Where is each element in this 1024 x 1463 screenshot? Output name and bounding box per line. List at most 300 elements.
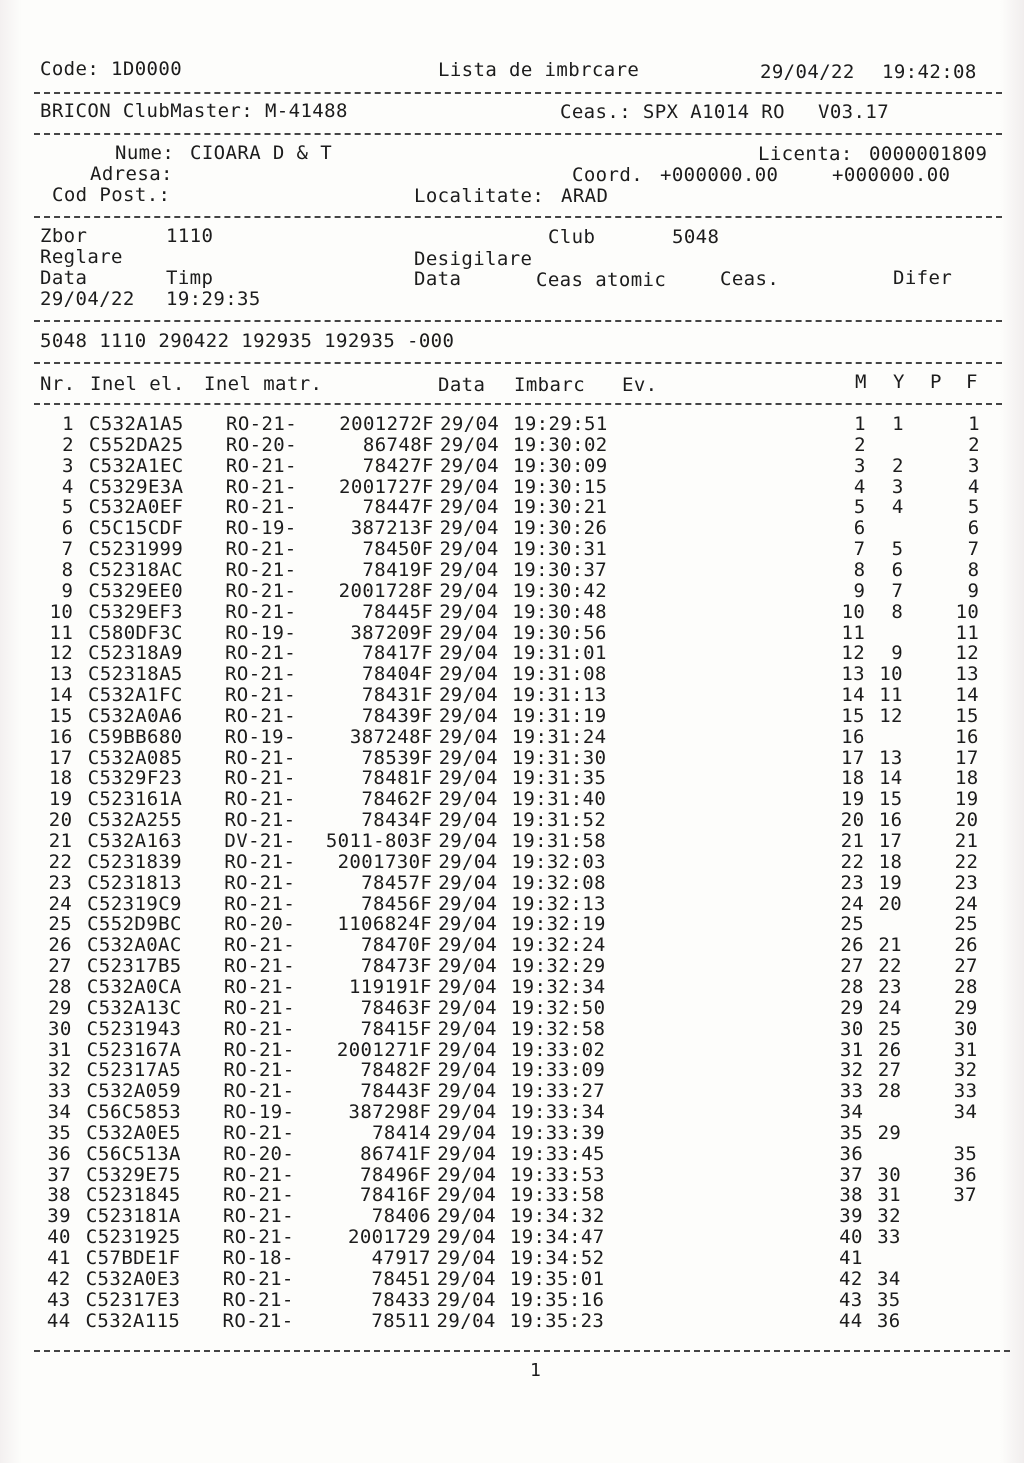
- cell-inel-el: C532A0E3: [85, 1267, 181, 1290]
- cell-inel-el: C52318A5: [88, 663, 183, 686]
- cell-y: 2: [891, 454, 904, 477]
- cell-inel-el: C532A0A6: [87, 704, 183, 727]
- cell-inel-el: C5231999: [88, 538, 184, 561]
- cell-date: 29/04: [439, 579, 499, 602]
- cell-inel-matr: 86741F: [360, 1142, 432, 1165]
- cell-date: 29/04: [438, 704, 499, 727]
- cell-ring-prefix: RO-21-: [222, 1309, 294, 1332]
- table-row: [0, 664, 1024, 685]
- cell-ring-prefix: RO-19-: [225, 621, 297, 644]
- cell-f: 8: [967, 558, 980, 581]
- col-header-imbarc: Imbarc: [514, 374, 586, 396]
- cell-nr: 24: [48, 892, 73, 915]
- cell-time: 19:30:37: [512, 558, 608, 581]
- cell-time: 19:31:01: [512, 642, 607, 665]
- cell-nr: 39: [47, 1205, 71, 1228]
- cell-date: 29/04: [438, 830, 498, 852]
- cell-nr: 41: [47, 1247, 71, 1269]
- cell-f: 7: [967, 538, 980, 561]
- table-row: [0, 935, 1024, 956]
- cell-ring-prefix: RO-21-: [223, 996, 295, 1019]
- cell-y: 29: [877, 1121, 902, 1144]
- cell-m: 22: [840, 850, 865, 873]
- cell-m: 34: [839, 1101, 864, 1124]
- cell-time: 19:34:32: [509, 1205, 605, 1228]
- cell-inel-matr: 78414: [372, 1121, 432, 1144]
- cell-ring-prefix: RO-20-: [223, 1142, 295, 1165]
- cell-time: 19:35:01: [509, 1267, 605, 1290]
- cell-y: 18: [878, 850, 903, 873]
- table-row: [0, 1102, 1024, 1123]
- cell-time: 19:33:58: [510, 1184, 605, 1207]
- cell-date: 29/04: [438, 746, 498, 769]
- cell-f: 30: [953, 1017, 978, 1040]
- cell-f: 24: [954, 892, 979, 915]
- cell-time: 19:30:48: [512, 600, 607, 623]
- cell-inel-matr: 78451: [371, 1267, 431, 1290]
- cell-inel-el: C5C15CDF: [88, 517, 184, 540]
- cell-date: 29/04: [439, 621, 499, 644]
- table-row: [0, 581, 1024, 602]
- col-header-ev: Ev.: [622, 374, 658, 396]
- cell-time: 19:32:03: [511, 850, 607, 873]
- cell-m: 28: [840, 975, 864, 998]
- table-row: [0, 1185, 1024, 1206]
- cell-inel-matr: 78419F: [362, 558, 434, 581]
- cell-nr: 17: [49, 746, 73, 769]
- cell-m: 2: [854, 433, 866, 456]
- cell-ring-prefix: RO-21-: [222, 1288, 294, 1311]
- cell-ring-prefix: RO-19-: [224, 725, 296, 748]
- cell-y: 26: [877, 1038, 902, 1061]
- table-row: [0, 1081, 1024, 1102]
- cell-y: 14: [878, 767, 903, 790]
- cell-f: 16: [955, 725, 979, 748]
- cell-f: 20: [954, 809, 979, 832]
- cell-f: 29: [954, 996, 978, 1019]
- cell-inel-el: C59BB680: [87, 725, 183, 748]
- cell-m: 3: [853, 454, 866, 477]
- cell-inel-el: C552D9BC: [87, 913, 182, 936]
- cell-inel-matr: 78417F: [362, 642, 434, 665]
- cell-time: 19:33:39: [510, 1121, 605, 1144]
- cell-inel-matr: 78406: [371, 1205, 431, 1228]
- cell-inel-el: C532A13C: [86, 996, 182, 1019]
- data-label: Data: [40, 267, 88, 289]
- club-master-id: BRICON ClubMaster: M-41488: [40, 100, 348, 122]
- cell-m: 14: [841, 684, 865, 707]
- cell-y: 30: [877, 1163, 902, 1186]
- cell-f: 37: [953, 1184, 978, 1207]
- cell-inel-matr: 78439F: [361, 704, 433, 727]
- col-header-y: Y: [893, 371, 905, 393]
- cell-date: 29/04: [437, 1101, 497, 1124]
- cell-y: 22: [878, 955, 902, 978]
- cell-m: 24: [840, 892, 865, 915]
- cell-inel-el: C532A163: [87, 830, 183, 852]
- cell-inel-matr: 2001728F: [338, 579, 434, 602]
- cell-ring-prefix: RO-21-: [223, 1184, 295, 1207]
- cell-time: 19:31:24: [511, 725, 607, 748]
- cell-time: 19:32:08: [511, 871, 606, 894]
- cell-date: 29/04: [438, 892, 498, 915]
- cell-f: 36: [953, 1163, 978, 1186]
- cell-inel-matr: 119191F: [348, 975, 432, 998]
- cell-date: 29/04: [437, 1059, 497, 1082]
- cell-y: 25: [877, 1017, 902, 1040]
- cell-f: 27: [954, 955, 978, 978]
- cell-nr: 18: [48, 767, 73, 790]
- cell-y: 31: [877, 1184, 902, 1207]
- code-line: 5048 1110 290422 192935 192935 -000: [40, 330, 455, 352]
- cell-y: 13: [879, 746, 903, 769]
- cell-inel-matr: 78481F: [361, 767, 433, 790]
- cell-m: 10: [841, 600, 866, 623]
- cell-inel-matr: 78450F: [362, 538, 434, 561]
- separator-line: [34, 133, 1002, 135]
- cell-inel-matr: 78511: [371, 1309, 431, 1332]
- cell-date: 29/04: [439, 475, 499, 498]
- cell-f: 35: [953, 1142, 978, 1165]
- cell-inel-matr: 78456F: [361, 892, 433, 915]
- version: V03.17: [818, 101, 890, 123]
- cell-inel-el: C52317E3: [85, 1288, 181, 1311]
- cell-time: 19:33:45: [510, 1142, 605, 1165]
- table-row: [0, 1290, 1024, 1311]
- cell-f: 23: [954, 871, 979, 894]
- cell-time: 19:31:35: [511, 767, 607, 790]
- cell-inel-matr: 387209F: [350, 621, 434, 644]
- table-row: [0, 560, 1024, 581]
- cell-date: 29/04: [439, 538, 499, 561]
- cell-time: 19:33:09: [510, 1059, 606, 1082]
- cell-ring-prefix: RO-21-: [223, 955, 295, 978]
- cell-ring-prefix: RO-21-: [223, 1038, 295, 1061]
- table-row: [0, 539, 1024, 560]
- cell-y: 1: [892, 413, 904, 435]
- cell-inel-el: C57BDE1F: [85, 1247, 181, 1269]
- cell-m: 41: [839, 1247, 863, 1269]
- cell-date: 29/04: [436, 1288, 496, 1311]
- cell-ring-prefix: RO-19-: [225, 517, 297, 540]
- cell-y: 11: [879, 684, 903, 707]
- cell-inel-el: C532A1EC: [88, 454, 184, 477]
- cell-inel-el: C5329EF3: [88, 600, 183, 623]
- cell-date: 29/04: [437, 1017, 497, 1040]
- clock-id: Ceas.: SPX A1014 RO: [560, 101, 785, 123]
- cell-inel-matr: 78447F: [362, 496, 434, 519]
- cell-y: 4: [891, 496, 904, 519]
- table-row: [0, 1311, 1024, 1332]
- cell-m: 23: [840, 871, 865, 894]
- cell-f: 3: [967, 454, 980, 477]
- cell-inel-matr: 78462F: [361, 788, 433, 811]
- cell-m: 43: [838, 1288, 863, 1311]
- cell-inel-matr: 78433: [371, 1288, 431, 1311]
- cell-m: 5: [853, 496, 866, 519]
- cell-inel-el: C5231845: [86, 1184, 181, 1207]
- cell-f: 18: [954, 767, 979, 790]
- cell-ring-prefix: RO-21-: [225, 454, 297, 477]
- cell-m: 1: [854, 413, 866, 435]
- cell-nr: 5: [61, 496, 74, 519]
- table-row: [0, 414, 1024, 435]
- table-row: [0, 914, 1024, 935]
- cell-nr: 2: [62, 433, 74, 456]
- cell-inel-matr: 78463F: [360, 996, 432, 1019]
- cell-inel-matr: 5011-803F: [325, 830, 433, 852]
- cell-ring-prefix: RO-21-: [224, 767, 296, 790]
- cell-y: 6: [891, 558, 904, 581]
- cell-inel-el: C5231839: [87, 850, 183, 873]
- cell-y: 3: [891, 475, 904, 498]
- cell-nr: 4: [61, 475, 74, 498]
- separator-line: [34, 320, 1002, 322]
- cell-y: 19: [878, 871, 903, 894]
- cell-date: 29/04: [437, 1184, 497, 1207]
- license-number: 0000001809: [869, 143, 988, 165]
- club-label: Club: [548, 226, 596, 248]
- cell-time: 19:31:13: [511, 684, 607, 707]
- cell-ring-prefix: RO-21-: [223, 1080, 295, 1103]
- cell-nr: 26: [48, 934, 72, 957]
- cell-nr: 9: [61, 579, 74, 602]
- cell-date: 29/04: [436, 1226, 497, 1249]
- cell-inel-el: C532A085: [87, 746, 183, 769]
- reglare-label: Reglare: [40, 246, 123, 268]
- difference-label: Difer: [893, 267, 953, 289]
- cell-nr: 30: [47, 1017, 72, 1040]
- cell-time: 19:33:27: [510, 1080, 606, 1103]
- name-label: Nume:: [115, 142, 175, 164]
- cell-m: 8: [853, 558, 866, 581]
- cell-inel-el: C52317B5: [86, 955, 182, 978]
- cell-nr: 36: [47, 1142, 72, 1165]
- cell-nr: 25: [48, 913, 73, 936]
- cell-y: 9: [891, 642, 904, 665]
- flight-number: 1110: [166, 225, 214, 247]
- cell-nr: 32: [47, 1059, 72, 1082]
- locality: ARAD: [561, 185, 609, 207]
- cell-f: 25: [954, 913, 979, 936]
- col-header-m: M: [855, 371, 867, 393]
- table-row: [0, 477, 1024, 498]
- cell-date: 29/04: [439, 496, 499, 519]
- cell-m: 11: [841, 621, 866, 644]
- cell-f: 15: [955, 704, 979, 727]
- cell-date: 29/04: [439, 433, 500, 456]
- table-row: [0, 956, 1024, 977]
- cell-f: 9: [967, 579, 980, 602]
- cell-inel-el: C580DF3C: [88, 621, 183, 644]
- cell-ring-prefix: RO-21-: [225, 600, 297, 623]
- cell-inel-el: C52318AC: [88, 558, 184, 581]
- cell-time: 19:34:47: [509, 1226, 605, 1249]
- cell-nr: 44: [46, 1309, 71, 1332]
- cell-nr: 8: [61, 558, 74, 581]
- cell-m: 19: [840, 788, 865, 811]
- col-header-inel-matr: Inel matr.: [204, 373, 323, 395]
- coord-latitude: +000000.00: [660, 164, 779, 186]
- cell-time: 19:30:02: [512, 433, 608, 456]
- cell-time: 19:32:13: [511, 892, 606, 915]
- cell-m: 33: [839, 1080, 864, 1103]
- cell-inel-el: C532A0AC: [87, 934, 182, 957]
- cell-nr: 27: [48, 955, 72, 978]
- table-row: [0, 894, 1024, 915]
- cell-inel-el: C5329F23: [87, 767, 183, 790]
- cell-date: 29/04: [439, 642, 499, 665]
- cell-m: 44: [838, 1309, 863, 1332]
- cell-date: 29/04: [437, 1142, 497, 1165]
- col-header-inel-el: Inel el.: [90, 373, 185, 395]
- cell-m: 25: [840, 913, 865, 936]
- cell-inel-matr: 78445F: [362, 600, 434, 623]
- cell-ring-prefix: RO-21-: [223, 1163, 295, 1186]
- table-row: [0, 602, 1024, 623]
- separator-line: [34, 362, 1002, 364]
- table-row: [0, 831, 1024, 852]
- cell-f: 2: [968, 433, 980, 456]
- cell-inel-matr: 78473F: [360, 955, 432, 978]
- address-label: Adresa:: [90, 163, 173, 185]
- table-row: [0, 1060, 1024, 1081]
- cell-inel-el: C5329E75: [86, 1163, 181, 1186]
- cell-ring-prefix: RO-20-: [224, 913, 296, 936]
- coord-label: Coord.: [572, 164, 644, 186]
- cell-y: 28: [877, 1080, 902, 1103]
- cell-time: 19:32:29: [510, 955, 606, 978]
- table-row: [0, 873, 1024, 894]
- cell-ring-prefix: RO-21-: [224, 892, 296, 915]
- cell-date: 29/04: [438, 871, 498, 894]
- cell-m: 39: [839, 1205, 863, 1228]
- cell-m: 26: [840, 934, 864, 957]
- cell-ring-prefix: RO-21-: [225, 663, 297, 686]
- table-row: [0, 1019, 1024, 1040]
- cell-inel-el: C532A059: [86, 1080, 182, 1103]
- cell-inel-matr: 2001272F: [339, 413, 434, 435]
- cell-date: 29/04: [438, 934, 498, 957]
- cell-ring-prefix: RO-21-: [223, 975, 295, 998]
- cell-ring-prefix: RO-21-: [223, 1059, 295, 1082]
- cell-time: 19:32:58: [510, 1017, 606, 1040]
- cell-f: 5: [967, 496, 980, 519]
- cell-m: 40: [839, 1226, 863, 1249]
- cell-time: 19:32:50: [510, 996, 606, 1019]
- cell-nr: 11: [49, 621, 74, 644]
- cell-inel-matr: 78404F: [361, 663, 434, 686]
- cell-ring-prefix: RO-21-: [222, 1267, 294, 1290]
- cell-inel-el: C5231943: [86, 1017, 182, 1040]
- cell-f: 11: [955, 621, 980, 644]
- cell-y: 8: [891, 600, 904, 623]
- cell-inel-el: C532A0EF: [88, 496, 184, 519]
- cell-nr: 40: [47, 1226, 71, 1249]
- cell-inel-el: C5329EE0: [88, 579, 184, 602]
- cell-nr: 19: [48, 788, 73, 811]
- cell-m: 9: [853, 579, 866, 602]
- cell-inel-el: C52317A5: [86, 1059, 182, 1082]
- cell-nr: 13: [49, 663, 74, 686]
- cell-time: 19:31:08: [512, 663, 607, 686]
- cell-nr: 14: [49, 684, 73, 707]
- cell-time: 19:29:51: [513, 413, 608, 435]
- cell-ring-prefix: RO-21-: [225, 475, 297, 498]
- cell-inel-matr: 78415F: [360, 1017, 432, 1040]
- cell-nr: 29: [48, 996, 72, 1019]
- cell-nr: 3: [61, 454, 74, 477]
- cell-inel-matr: 2001730F: [337, 850, 433, 873]
- cell-m: 16: [841, 725, 865, 748]
- cell-m: 31: [839, 1038, 864, 1061]
- cell-inel-matr: 78431F: [361, 684, 433, 707]
- cell-ring-prefix: RO-19-: [223, 1101, 295, 1124]
- cell-ring-prefix: RO-21-: [224, 934, 296, 957]
- table-row: [0, 789, 1024, 810]
- cell-inel-el: C532A255: [87, 809, 183, 832]
- separator-line: [34, 1350, 1010, 1352]
- cell-date: 29/04: [438, 725, 498, 748]
- cell-inel-matr: 78496F: [360, 1163, 432, 1186]
- cell-nr: 1: [62, 413, 74, 435]
- cell-f: 14: [955, 684, 979, 707]
- cell-m: 42: [839, 1267, 863, 1290]
- cell-inel-matr: 47917: [371, 1247, 431, 1269]
- cell-ring-prefix: DV-21-: [224, 830, 296, 852]
- cell-time: 19:31:52: [511, 809, 607, 832]
- cell-time: 19:32:24: [511, 934, 606, 957]
- cell-y: 36: [876, 1309, 901, 1332]
- cell-date: 29/04: [439, 517, 499, 540]
- table-row: [0, 685, 1024, 706]
- cell-m: 13: [841, 663, 866, 686]
- cell-y: 7: [891, 579, 904, 602]
- cell-ring-prefix: RO-18-: [222, 1247, 294, 1269]
- table-row: [0, 1248, 1024, 1269]
- cell-nr: 20: [48, 809, 73, 832]
- col-header-f: F: [966, 371, 978, 393]
- cell-time: 19:32:19: [511, 913, 606, 936]
- cell-inel-matr: 2001729: [348, 1226, 431, 1249]
- cell-date: 29/04: [437, 1163, 497, 1186]
- cell-ring-prefix: RO-21-: [225, 558, 297, 581]
- cell-nr: 31: [47, 1038, 72, 1061]
- cell-y: 24: [878, 996, 902, 1019]
- cell-ring-prefix: RO-21-: [224, 850, 296, 873]
- cell-m: 27: [840, 955, 864, 978]
- cell-m: 36: [839, 1142, 864, 1165]
- cell-nr: 28: [48, 975, 72, 998]
- report-title: Lista de imbrcare: [438, 59, 640, 81]
- cell-y: 34: [877, 1267, 901, 1290]
- cell-f: 10: [955, 600, 980, 623]
- cell-inel-el: C523161A: [87, 788, 183, 811]
- cell-nr: 6: [61, 517, 74, 540]
- cell-inel-el: C532A115: [85, 1309, 181, 1332]
- cell-inel-matr: 78427F: [362, 454, 434, 477]
- cell-y: 23: [878, 975, 902, 998]
- cell-date: 29/04: [436, 1267, 496, 1290]
- cell-m: 4: [853, 475, 866, 498]
- cell-inel-el: C532A1A5: [89, 413, 184, 435]
- cell-time: 19:31:19: [511, 704, 607, 727]
- cell-ring-prefix: RO-21-: [224, 684, 296, 707]
- cell-inel-matr: 1106824F: [337, 913, 433, 936]
- cell-m: 38: [839, 1184, 864, 1207]
- cell-inel-matr: 86748F: [362, 433, 434, 456]
- cell-nr: 33: [47, 1080, 72, 1103]
